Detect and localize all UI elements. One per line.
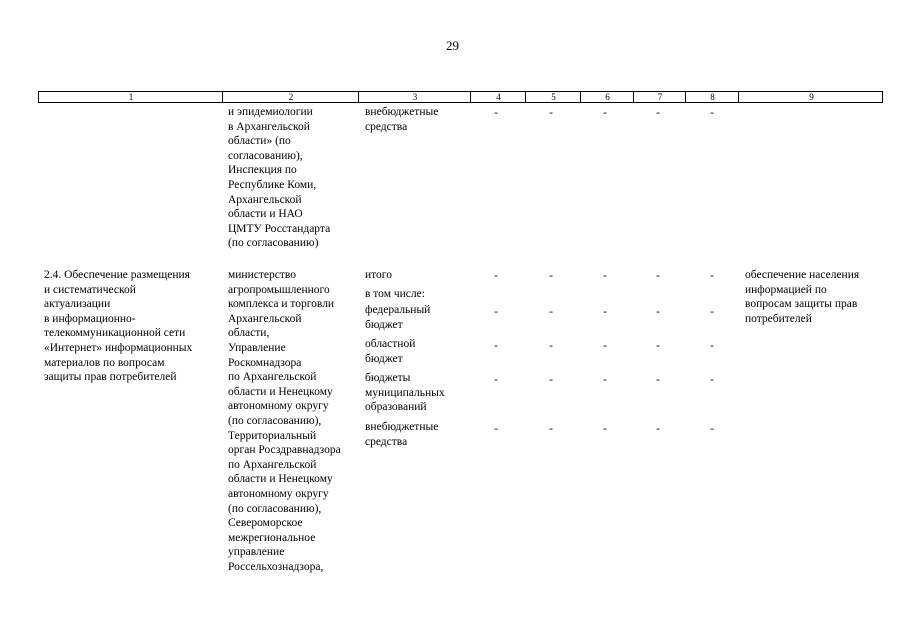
funding-source-1-value: -: [656, 270, 660, 282]
continuation-executors-line: области и НАО: [228, 208, 303, 221]
measure-description-line: 2.4. Обеспечение размещения: [44, 269, 190, 281]
funding-source-5-value: -: [603, 374, 607, 386]
funding-source-6-value: -: [710, 423, 714, 435]
measure-executors-line: автономному округу: [228, 400, 329, 413]
measure-result-line: обеспечение населения: [745, 269, 860, 281]
continuation-executors-line: в Архангельской: [228, 120, 310, 133]
header-cell-5: 5: [551, 92, 556, 102]
continuation-executors-line: ЦМТУ Росстандарта: [228, 222, 331, 235]
header-divider: [580, 92, 581, 102]
funding-source-5-line: образований: [365, 401, 427, 414]
measure-executors-line: (по согласованию),: [228, 414, 322, 427]
measure-executors-line: агропромышленного: [228, 283, 330, 296]
funding-source-4-value: -: [710, 340, 714, 352]
funding-source-4-value: -: [656, 340, 660, 352]
measure-executors-line: по Архангельской: [228, 458, 317, 471]
continuation-funding-label: [365, 105, 438, 134]
measure-description-line: материалов по вопросам: [44, 356, 165, 369]
continuation-value: -: [603, 107, 607, 119]
funding-source-3-value: -: [549, 306, 553, 318]
page-number: 29: [446, 38, 459, 53]
measure-executors-line: межрегиональное: [228, 531, 316, 544]
continuation-executors-line: Республике Коми,: [228, 178, 317, 191]
header-cell-7: 7: [657, 92, 663, 102]
funding-source-1-value: -: [494, 270, 498, 282]
funding-source-3-line: федеральный: [365, 304, 431, 316]
measure-executors-line: министерство: [228, 269, 296, 281]
funding-source-6-value: -: [603, 423, 607, 435]
measure-description: [44, 268, 192, 385]
measure-result-line: вопросам защиты прав: [745, 298, 858, 311]
table-header-row: [38, 91, 883, 103]
measure-executors-line: области,: [228, 327, 270, 340]
continuation-funding-label-line: средства: [365, 120, 408, 133]
funding-source-3-line: бюджет: [365, 318, 403, 331]
funding-source-6-value: -: [549, 423, 553, 435]
measure-executors-line: Североморское: [228, 517, 303, 530]
header-cell-4: 4: [496, 92, 501, 102]
header-divider: [525, 92, 526, 102]
header-divider: [633, 92, 634, 102]
funding-source-3-value: -: [710, 306, 714, 318]
measure-executors-line: Управление: [228, 341, 286, 354]
measure-executors-line: (по согласованию),: [228, 502, 322, 515]
funding-source-3: [365, 303, 430, 332]
measure-executors-line: Архангельской: [228, 312, 302, 325]
header-cell-1: 1: [128, 92, 134, 102]
header-divider: [470, 92, 471, 102]
funding-source-5-line: муниципальных: [365, 386, 445, 399]
funding-source-4-line: областной: [365, 338, 416, 350]
header-cell-8: 8: [710, 92, 715, 102]
funding-source-4-value: -: [494, 340, 498, 352]
header-cell-2: 2: [288, 92, 294, 102]
continuation-executors-line: Инспекция по: [228, 164, 297, 177]
funding-source-4-line: бюджет: [365, 352, 403, 365]
measure-executors-line: комплекса и торговли: [228, 298, 335, 311]
funding-source-4-value: -: [549, 340, 553, 352]
header-cell-6: 6: [605, 92, 610, 102]
funding-source-5-value: -: [494, 374, 498, 386]
funding-source-6-line: средства: [365, 435, 408, 448]
measure-executors-line: области и Ненецкому: [228, 473, 333, 486]
funding-source-6-value: -: [494, 423, 498, 435]
measure-description-line: в информационно-: [44, 312, 136, 325]
header-cell-9: 9: [809, 92, 814, 102]
measure-result-line: информацией по: [745, 283, 827, 296]
measure-executors-line: управление: [228, 546, 285, 559]
funding-source-1: [365, 268, 392, 283]
measure-executors-line: Территориальный: [228, 429, 317, 442]
funding-source-5-line: бюджеты: [365, 372, 411, 384]
measure-executors-line: Роскомнадзора: [228, 356, 302, 369]
funding-source-1-value: -: [549, 270, 553, 282]
funding-source-6-line: внебюджетные: [365, 421, 439, 433]
measure-executors-line: Россельхознадзора,: [228, 560, 324, 573]
header-divider: [358, 92, 359, 102]
measure-description-line: актуализации: [44, 298, 111, 311]
funding-source-6: [365, 420, 438, 449]
continuation-value: -: [494, 107, 498, 119]
measure-result: [745, 268, 859, 326]
measure-description-line: защиты прав потребителей: [44, 371, 177, 384]
continuation-executors-line: Архангельской: [228, 193, 302, 206]
measure-description-line: и систематической: [44, 283, 136, 296]
header-cell-3: 3: [412, 92, 418, 102]
funding-source-6-value: -: [656, 423, 660, 435]
continuation-funding-label-line: внебюджетные: [365, 106, 439, 118]
funding-source-5-value: -: [656, 374, 660, 386]
funding-source-4: [365, 337, 415, 366]
funding-source-2-line: в том числе:: [365, 288, 425, 300]
measure-executors-line: орган Росздравнадзора: [228, 444, 341, 457]
continuation-value: -: [656, 107, 660, 119]
funding-source-2: [365, 287, 425, 302]
continuation-executors: [228, 105, 330, 251]
funding-source-1-value: -: [710, 270, 714, 282]
funding-source-3-value: -: [603, 306, 607, 318]
continuation-value: -: [549, 107, 553, 119]
continuation-executors-line: согласованию),: [228, 149, 303, 162]
continuation-executors-line: области» (по: [228, 135, 291, 148]
header-divider: [685, 92, 686, 102]
funding-source-5-value: -: [710, 374, 714, 386]
measure-executors-line: автономному округу: [228, 487, 329, 500]
funding-source-1-value: -: [603, 270, 607, 282]
measure-description-line: телекоммуникационной сети: [44, 327, 186, 340]
measure-executors: [228, 268, 341, 574]
funding-source-4-value: -: [603, 340, 607, 352]
funding-source-3-value: -: [656, 306, 660, 318]
funding-source-1-line: итого: [365, 269, 392, 281]
measure-description-line: «Интернет» информационных: [44, 341, 193, 354]
funding-source-3-value: -: [494, 306, 498, 318]
continuation-value: -: [710, 107, 714, 119]
measure-executors-line: области и Ненецкому: [228, 385, 333, 398]
funding-source-5: [365, 371, 445, 415]
funding-source-5-value: -: [549, 374, 553, 386]
header-divider: [222, 92, 223, 102]
continuation-executors-line: и эпидемиологии: [228, 106, 313, 118]
measure-executors-line: по Архангельской: [228, 371, 317, 384]
continuation-executors-line: (по согласованию): [228, 237, 319, 250]
measure-result-line: потребителей: [745, 312, 812, 325]
header-divider: [738, 92, 739, 102]
